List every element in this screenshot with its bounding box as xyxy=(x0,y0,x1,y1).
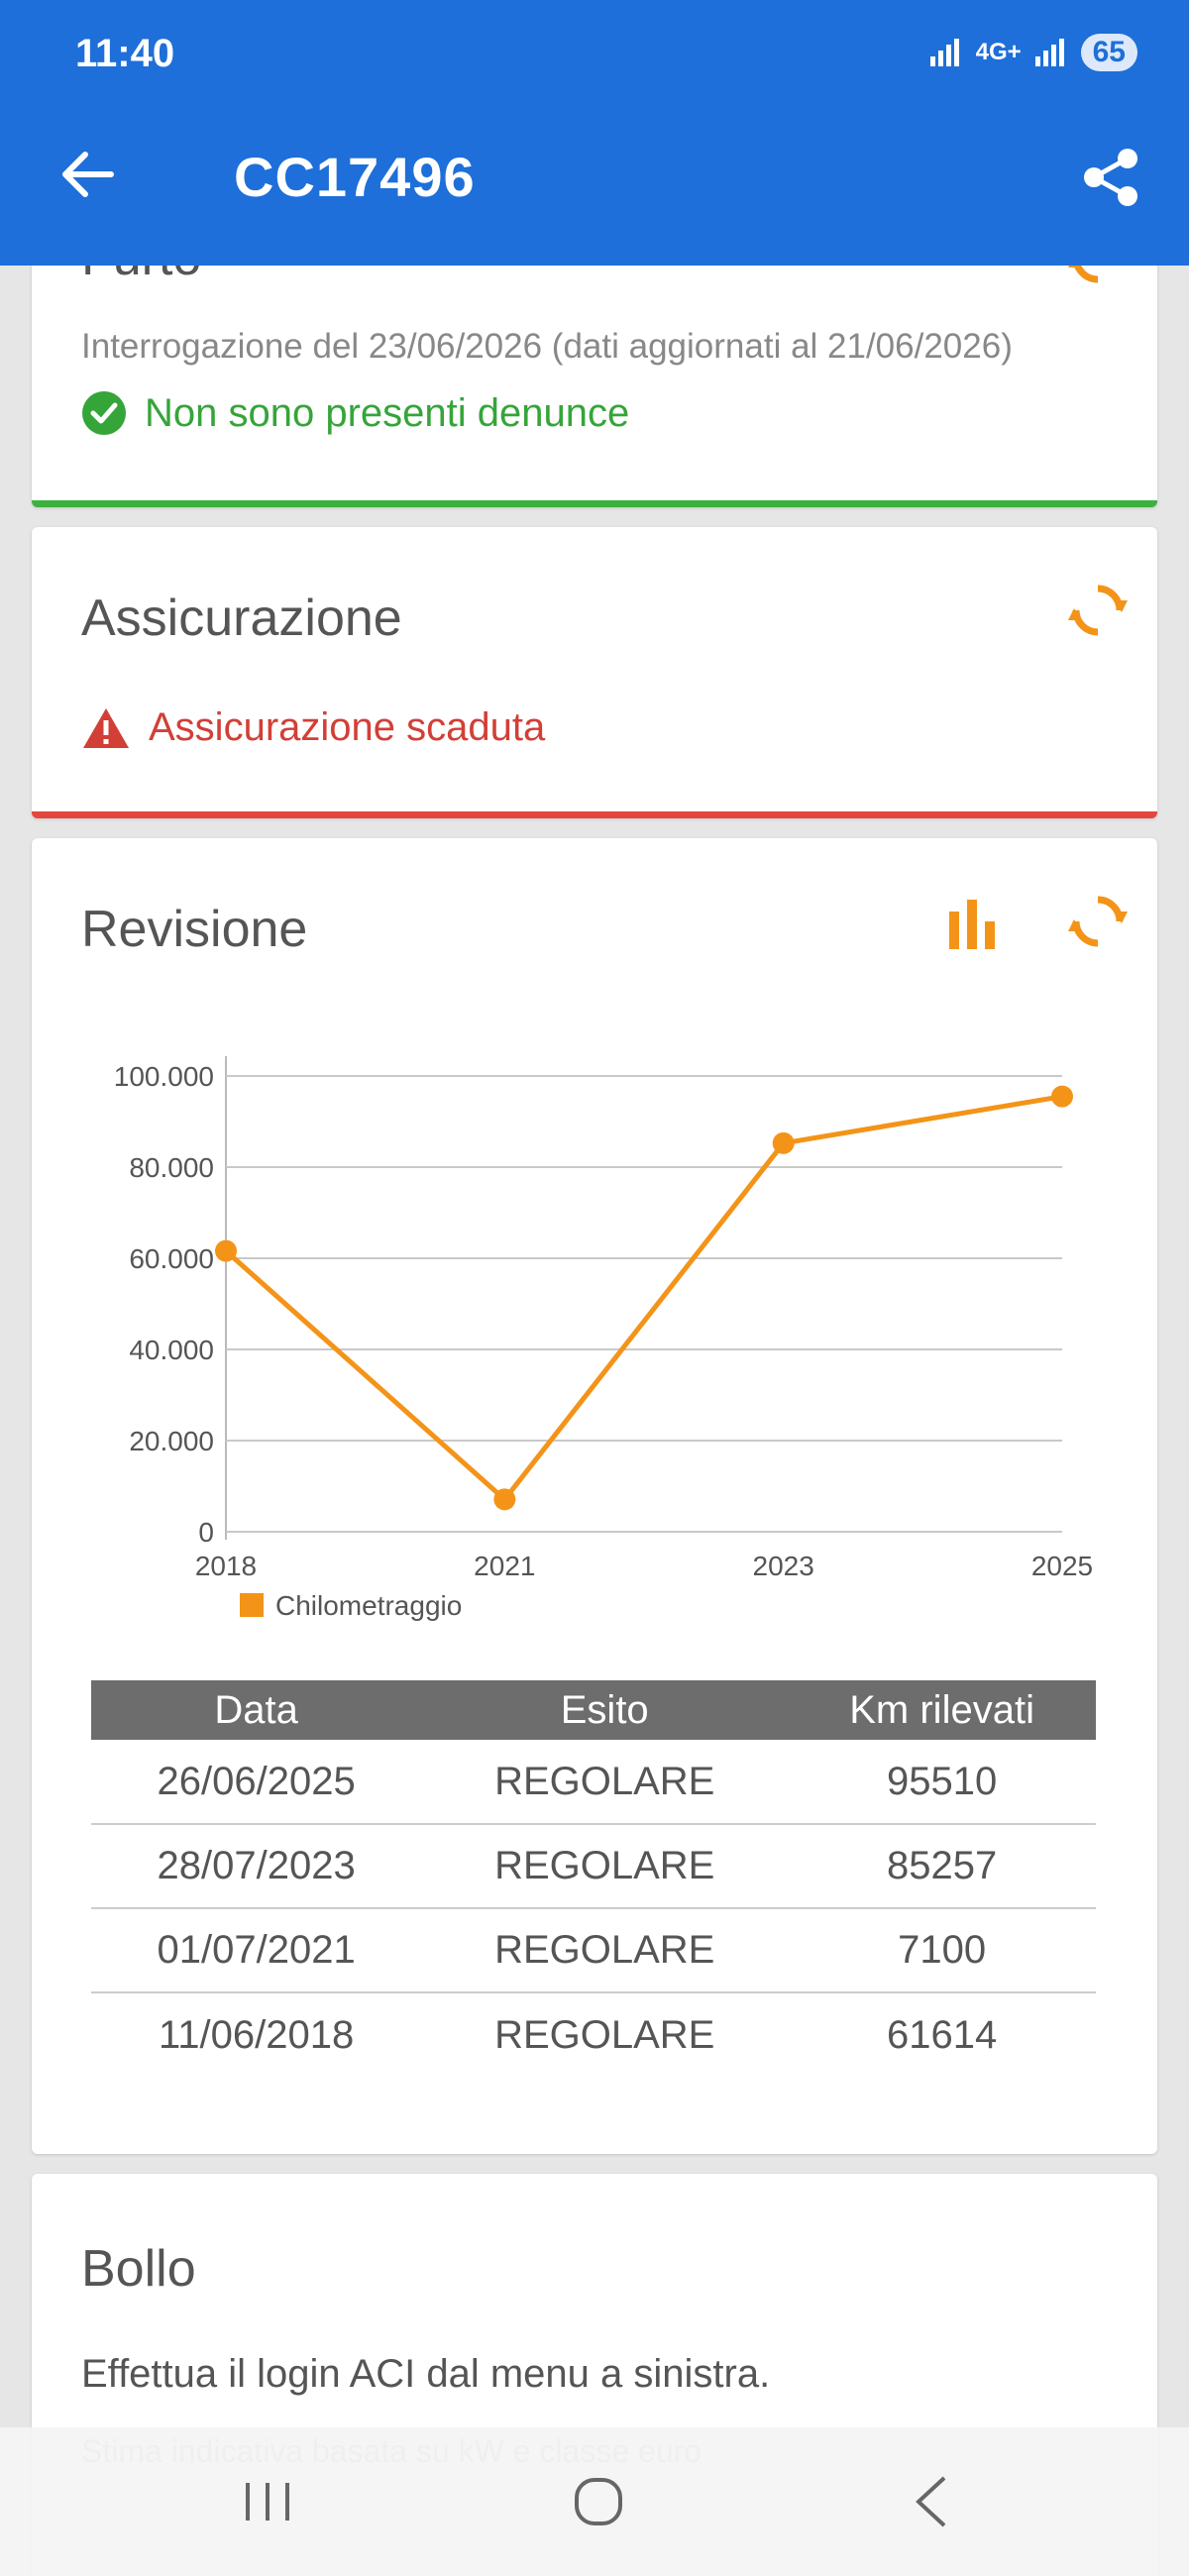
legend-label: Chilometraggio xyxy=(275,1590,463,1621)
cell-esito: REGOLARE xyxy=(421,1740,788,1824)
data-point xyxy=(215,1240,237,1262)
check-circle-icon xyxy=(81,390,127,436)
column-header-data: Data xyxy=(91,1680,421,1740)
furto-status-text: Non sono presenti denunce xyxy=(145,390,630,435)
data-point xyxy=(493,1488,515,1510)
cell-data: 26/06/2025 xyxy=(91,1740,421,1824)
chevron-left-icon xyxy=(907,2472,956,2531)
recent-apps-icon xyxy=(238,2477,297,2526)
cell-km: 7100 xyxy=(788,1908,1096,1992)
cell-km: 61614 xyxy=(886,2012,998,2057)
cell-km: 85257 xyxy=(788,1824,1096,1908)
revisioni-table xyxy=(91,1680,1096,2077)
legend-swatch xyxy=(240,1593,264,1617)
y-tick-label: 0 xyxy=(198,1517,214,1548)
km-line-chart xyxy=(32,838,1157,1651)
assicurazione-card xyxy=(32,527,1157,818)
data-point xyxy=(1051,1086,1073,1108)
table-row xyxy=(91,1740,1096,1824)
recent-apps-button[interactable] xyxy=(228,2467,307,2536)
arrow-left-icon xyxy=(59,151,115,198)
home-icon xyxy=(569,2472,628,2531)
cell-esito: REGOLARE xyxy=(421,1824,788,1908)
signal-icon xyxy=(1035,39,1067,66)
system-nav-bar xyxy=(0,2427,1189,2576)
assicurazione-status-text: Assicurazione scaduta xyxy=(149,705,546,749)
column-header-km: Km rilevati xyxy=(788,1680,1096,1740)
signal-icon xyxy=(930,39,962,66)
battery-indicator: 65 xyxy=(1081,34,1137,71)
bollo-login-text: Effettua il login ACI dal menu a sinistra. xyxy=(81,2352,771,2396)
revisione-card xyxy=(32,838,1157,2154)
series-line xyxy=(226,1097,1062,1500)
cell-esito: REGOLARE xyxy=(421,1908,788,1992)
app-bar xyxy=(0,0,1189,266)
refresh-icon[interactable] xyxy=(1068,581,1128,640)
table-row xyxy=(91,1992,1096,2077)
status-icons xyxy=(930,34,1137,71)
home-button[interactable] xyxy=(559,2467,638,2536)
cell-esito: REGOLARE xyxy=(494,2012,715,2057)
data-point xyxy=(773,1132,795,1154)
cell-data: 28/07/2023 xyxy=(91,1824,421,1908)
cell-data: 01/07/2021 xyxy=(91,1908,421,1992)
share-button[interactable] xyxy=(1076,143,1145,212)
x-tick-label: 2018 xyxy=(194,1551,258,1581)
network-type: 4G+ xyxy=(975,39,1022,65)
share-icon xyxy=(1080,147,1141,208)
y-tick-label: 60.000 xyxy=(129,1243,214,1274)
revisione-title: Revisione xyxy=(81,901,308,958)
system-back-button[interactable] xyxy=(892,2467,971,2536)
status-time: 11:40 xyxy=(75,32,175,75)
y-tick-label: 80.000 xyxy=(129,1152,214,1183)
cell-data: 11/06/2018 xyxy=(158,2012,355,2057)
query-info: Interrogazione del 23/06/2026 (dati aggiornati al 21/06/2026) xyxy=(81,327,1013,366)
x-tick-label: 2021 xyxy=(474,1551,536,1581)
cell-km: 95510 xyxy=(788,1740,1096,1824)
x-tick-label: 2023 xyxy=(752,1551,814,1581)
column-header-esito: Esito xyxy=(421,1680,788,1740)
table-row xyxy=(91,1824,1096,1908)
x-tick-label: 2025 xyxy=(1030,1551,1094,1581)
bollo-title: Bollo xyxy=(81,2240,196,2298)
y-tick-label: 20.000 xyxy=(129,1426,214,1456)
back-button[interactable] xyxy=(55,143,119,206)
y-tick-label: 100.000 xyxy=(113,1061,214,1092)
page-title: CC17496 xyxy=(234,146,476,208)
table-row xyxy=(91,1908,1096,1992)
y-tick-label: 40.000 xyxy=(129,1335,214,1365)
table-header-row xyxy=(91,1680,1096,1740)
warning-triangle-icon xyxy=(81,706,131,750)
assicurazione-title: Assicurazione xyxy=(81,590,402,647)
furto-status xyxy=(81,390,629,436)
assicurazione-status xyxy=(81,705,545,750)
